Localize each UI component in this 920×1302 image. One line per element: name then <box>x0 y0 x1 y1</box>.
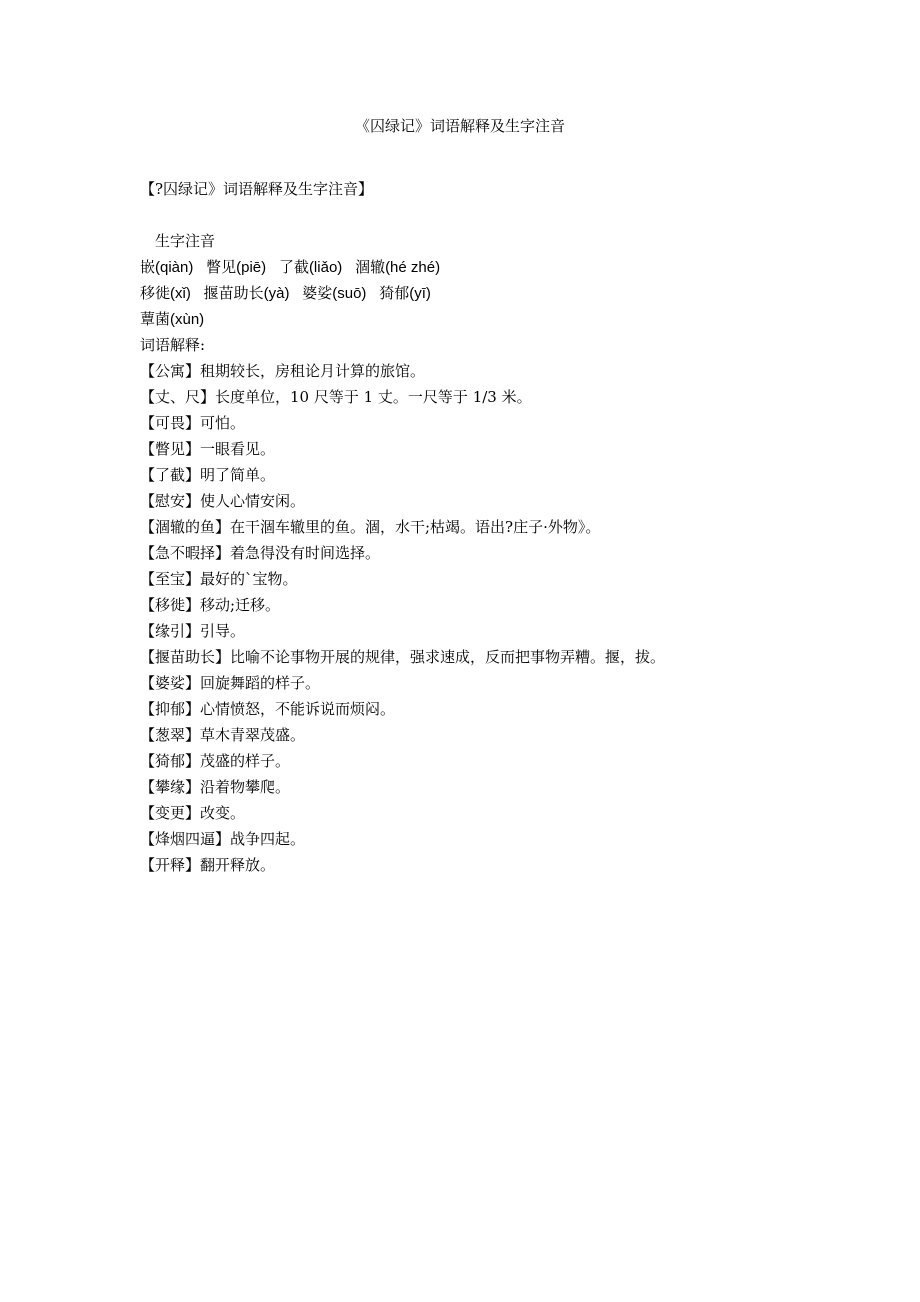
vocab-heading: 词语解释: <box>140 336 206 354</box>
pronunciation-entry: 婆娑(suō) <box>302 285 367 302</box>
vocab-item: 【揠苗助长】比喻不论事物开展的规律，强求速成，反而把事物弄糟。揠，拔。 <box>140 648 666 666</box>
vocab-item: 【葱翠】草木青翠茂盛。 <box>140 726 306 744</box>
pronunciation-line <box>140 306 840 332</box>
vocab-item: 【了截】明了简单。 <box>140 466 276 484</box>
vocab-item: 【公寓】租期较长，房租论月计算的旅馆。 <box>140 362 426 380</box>
pronunciation-entry: 嵌(qiàn) <box>140 259 194 276</box>
vocab-item: 【涸辙的鱼】在干涸车辙里的鱼。涸，水干;枯竭。语出?庄子·外物》。 <box>140 518 601 536</box>
pronunciation-entry: 蕈菌(xùn) <box>140 311 205 328</box>
vocab-item: 【急不暇择】着急得没有时间选择。 <box>140 544 381 562</box>
vocab-item: 【移徙】移动;迁移。 <box>140 596 281 614</box>
pronunciation-heading: 生字注音 <box>155 232 216 250</box>
pronunciation-entry: 移徙(xǐ) <box>140 285 191 302</box>
pronunciation-line <box>140 280 840 306</box>
pronunciation-entry: 猗郁(yī) <box>379 285 431 302</box>
pronunciation-line <box>140 254 840 280</box>
vocab-item: 【慰安】使人心情安闲。 <box>140 492 306 510</box>
vocab-item: 【抑郁】心情愤怒，不能诉说而烦闷。 <box>140 700 396 718</box>
vocab-item: 【烽烟四逼】战争四起。 <box>140 830 306 848</box>
section-subtitle: 【?囚绿记》词语解释及生字注音】 <box>140 180 374 198</box>
pronunciation-entry: 涸辙(hé zhé) <box>355 259 441 276</box>
vocab-item: 【可畏】可怕。 <box>140 414 246 432</box>
vocab-item: 【开释】翻开释放。 <box>140 856 276 874</box>
vocab-item: 【至宝】最好的`宝物。 <box>140 570 298 588</box>
pronunciation-entry: 揠苗助长(yà) <box>203 285 290 302</box>
vocab-item: 【猗郁】茂盛的样子。 <box>140 752 291 770</box>
vocab-item: 【丈、尺】长度单位，10 尺等于 1 丈。一尺等于 1/3 米。 <box>140 388 532 406</box>
pronunciation-entry: 了截(liǎo) <box>278 259 343 276</box>
vocab-item: 【缘引】引导。 <box>140 622 246 640</box>
vocab-item: 【瞥见】一眼看见。 <box>140 440 276 458</box>
pronunciation-entry: 瞥见(piē) <box>206 259 267 276</box>
document-body <box>140 228 840 878</box>
vocab-item: 【攀缘】沿着物攀爬。 <box>140 778 291 796</box>
vocab-item: 【变更】改变。 <box>140 804 246 822</box>
vocab-item: 【婆娑】回旋舞蹈的样子。 <box>140 674 321 692</box>
document-title: 《囚绿记》词语解释及生字注音 <box>354 117 565 135</box>
